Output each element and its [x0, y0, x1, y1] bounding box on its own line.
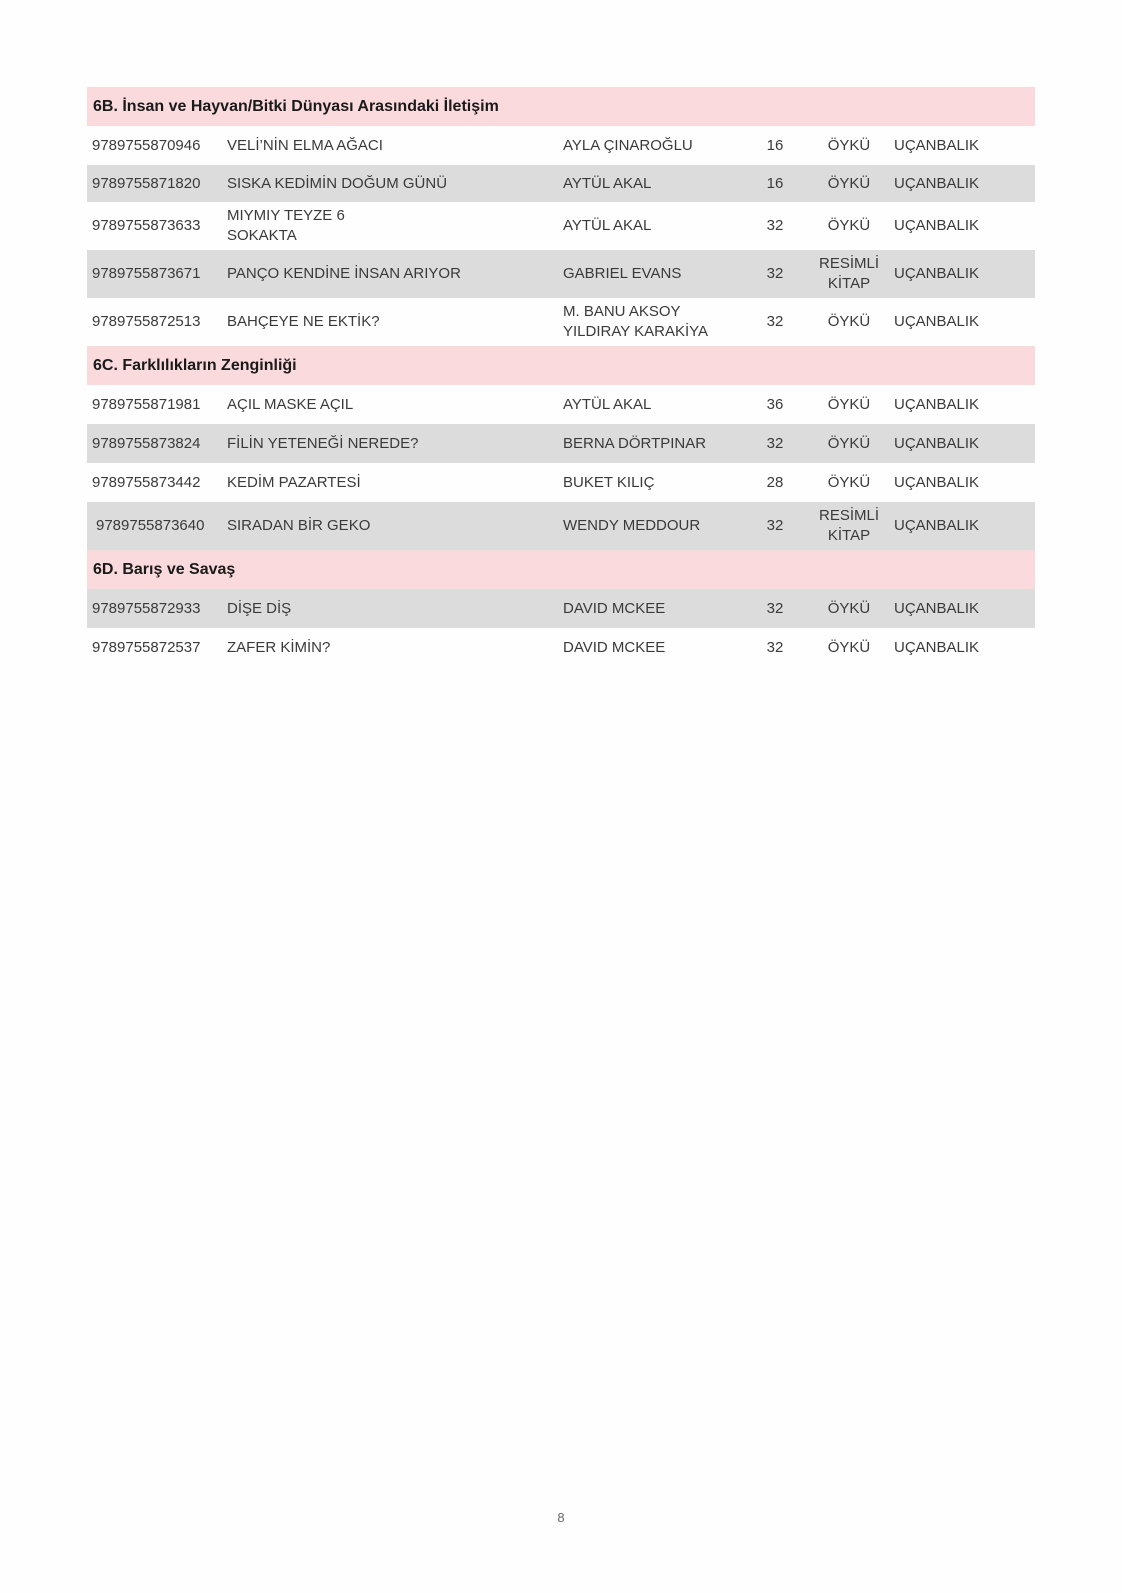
table-row [87, 250, 1035, 298]
section-header-6b: 6B. İnsan ve Hayvan/Bitki Dünyası Arasındaki İletişim [87, 87, 1035, 126]
author-cell: DAVID MCKEE [563, 599, 666, 617]
table-row [87, 589, 1035, 628]
title-cell: PANÇO KENDİNE İNSAN ARIYOR [227, 265, 461, 282]
publisher-cell: UÇANBALIK [894, 599, 980, 617]
table-row [87, 165, 1035, 202]
book-list-table [87, 87, 1035, 667]
section-header-6c: 6C. Farklılıkların Zenginliği [87, 346, 1035, 385]
author-cell: AYTÜL AKAL [563, 174, 652, 192]
pages-cell: 32 [766, 599, 784, 617]
table-row [87, 463, 1035, 502]
publisher-cell: UÇANBALIK [894, 217, 980, 234]
type-cell: ÖYKÜ [827, 395, 871, 413]
type-cell: ÖYKÜ [827, 599, 871, 617]
table-row [87, 202, 1035, 250]
isbn-cell: 9789755873824 [92, 434, 201, 452]
publisher-cell: UÇANBALIK [894, 174, 980, 192]
pages-cell: 32 [766, 434, 784, 452]
pages-cell: 28 [766, 473, 784, 491]
isbn-cell: 9789755871981 [92, 395, 201, 413]
publisher-cell: UÇANBALIK [894, 517, 980, 534]
publisher-cell: UÇANBALIK [894, 473, 980, 491]
page-number: 8 [557, 1510, 565, 1525]
pages-cell: 32 [766, 217, 784, 234]
isbn-cell: 9789755872537 [92, 638, 201, 656]
isbn-cell: 9789755873671 [92, 265, 201, 282]
author-cell: M. BANU AKSOY YILDIRAY KARAKİYA [563, 303, 709, 340]
isbn-cell: 9789755873442 [92, 473, 201, 491]
type-cell: ÖYKÜ [827, 434, 871, 452]
table-row [87, 424, 1035, 463]
isbn-cell: 9789755873633 [92, 217, 201, 234]
title-cell: DİŞE DİŞ [227, 599, 292, 617]
type-cell: ÖYKÜ [827, 136, 871, 154]
publisher-cell: UÇANBALIK [894, 265, 980, 282]
isbn-cell: 9789755870946 [92, 136, 201, 154]
type-cell: ÖYKÜ [827, 174, 871, 192]
publisher-cell: UÇANBALIK [894, 395, 980, 413]
title-cell: KEDİM PAZARTESİ [227, 473, 361, 491]
isbn-cell: 9789755872933 [92, 599, 201, 617]
isbn-cell: 9789755872513 [92, 313, 201, 330]
type-cell: RESİMLİ KİTAP [818, 255, 879, 292]
type-cell: RESİMLİ KİTAP [818, 507, 879, 544]
table-row [87, 126, 1035, 165]
author-cell: WENDY MEDDOUR [563, 517, 701, 534]
pages-cell: 32 [766, 265, 784, 282]
table-row [87, 385, 1035, 424]
pages-cell: 32 [766, 517, 784, 534]
pages-cell: 32 [766, 313, 784, 330]
title-cell: MIYMIY TEYZE 6 SOKAKTA [227, 207, 345, 244]
author-cell: AYTÜL AKAL [563, 395, 652, 413]
table-row [87, 298, 1035, 346]
pages-cell: 36 [766, 395, 784, 413]
author-cell: BUKET KILIÇ [563, 473, 655, 491]
title-cell: SISKA KEDİMİN DOĞUM GÜNÜ [227, 174, 448, 192]
type-cell: ÖYKÜ [827, 313, 871, 330]
title-cell: FİLİN YETENEĞİ NEREDE? [227, 434, 419, 452]
pages-cell: 16 [766, 136, 784, 154]
author-cell: BERNA DÖRTPINAR [563, 434, 707, 452]
table-row [87, 628, 1035, 667]
title-cell: BAHÇEYE NE EKTİK? [227, 313, 380, 330]
publisher-cell: UÇANBALIK [894, 136, 980, 154]
title-cell: VELİ’NİN ELMA AĞACI [227, 136, 383, 154]
type-cell: ÖYKÜ [827, 473, 871, 491]
author-cell: DAVID MCKEE [563, 638, 666, 656]
isbn-cell: 9789755873640 [96, 517, 205, 534]
type-cell: ÖYKÜ [827, 217, 871, 234]
title-cell: SIRADAN BİR GEKO [227, 517, 371, 534]
title-cell: AÇIL MASKE AÇIL [227, 395, 354, 413]
publisher-cell: UÇANBALIK [894, 313, 980, 330]
author-cell: GABRIEL EVANS [563, 265, 682, 282]
isbn-cell: 9789755871820 [92, 174, 201, 192]
type-cell: ÖYKÜ [827, 638, 871, 656]
section-header-6d: 6D. Barış ve Savaş [87, 550, 1035, 589]
publisher-cell: UÇANBALIK [894, 638, 980, 656]
pages-cell: 32 [766, 638, 784, 656]
author-cell: AYLA ÇINAROĞLU [563, 136, 693, 154]
author-cell: AYTÜL AKAL [563, 217, 652, 234]
publisher-cell: UÇANBALIK [894, 434, 980, 452]
table-row [87, 502, 1035, 550]
pages-cell: 16 [766, 174, 784, 192]
title-cell: ZAFER KİMİN? [227, 638, 331, 656]
